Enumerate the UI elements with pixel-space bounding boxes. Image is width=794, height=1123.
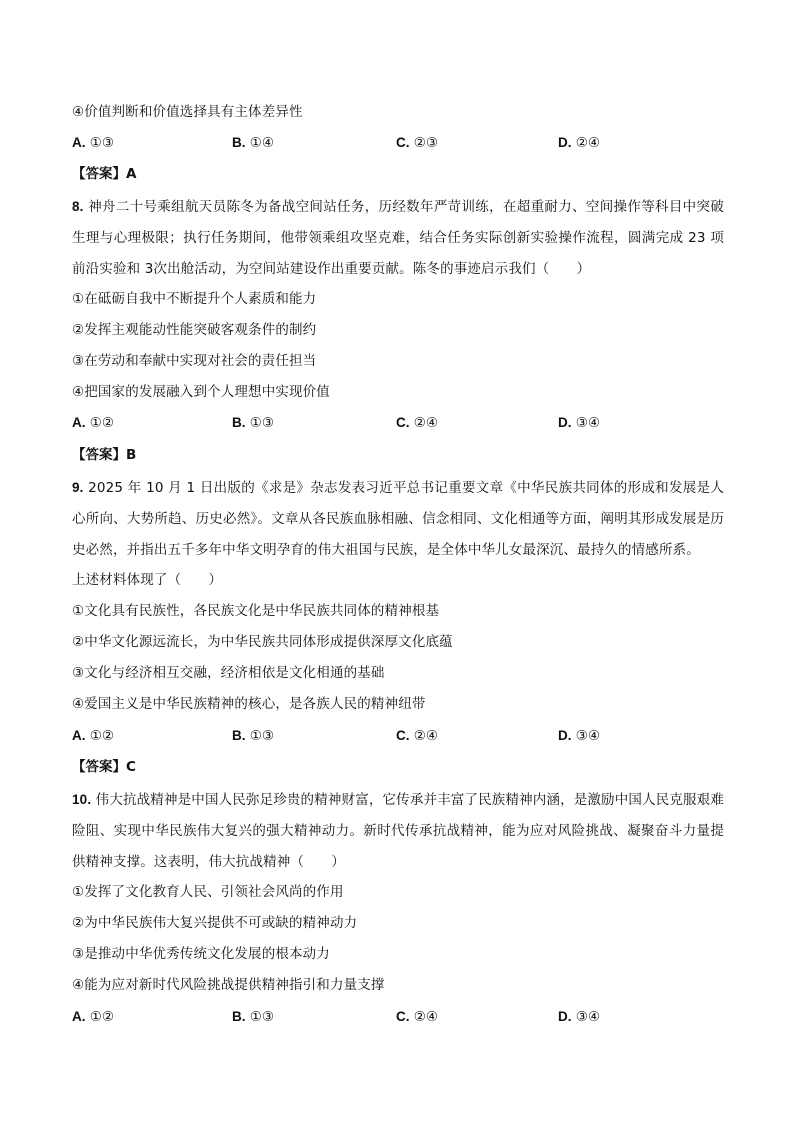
q9-stem-tail: 上述材料体现了（ ） [72, 572, 223, 588]
q10-option-b: B. ①③ [232, 1009, 275, 1025]
q8-item-1: ①在砥砺自我中不断提升个人素质和能力 [72, 291, 317, 307]
q8-answer: 【答案】B [72, 447, 137, 463]
q10-options [72, 1007, 724, 1027]
q8-options [72, 413, 724, 433]
q8-item-4: ④把国家的发展融入到个人理想中实现价值 [72, 384, 330, 400]
q9-options [72, 726, 724, 746]
q9-option-a: A. ①② [72, 728, 115, 744]
q9-stem-text: 2025 年 10 月 1 日出版的《求是》杂志发表习近平总书记重要文章《中华民族共同体的形成和发展是人心所向、大势所趋、历史必然》。文章从各民族血脉相融、信念相同、文化相通等方面，阐明其形成发展是历史必然，并指出五千多年中华文明孕育的伟大祖国与民族，是全体中华儿女最深沉、最持久的情感所系。 [72, 480, 724, 558]
q8-item-3: ③在劳动和奉献中实现对社会的责任担当 [72, 353, 317, 369]
q10-number: 10. [72, 792, 92, 807]
q7-option-c: C. ②③ [396, 135, 439, 151]
q8-stem-text: 神舟二十号乘组航天员陈冬为备战空间站任务，历经数年严苛训练，在超重耐力、空间操作等科目中突破生理与心理极限；执行任务期间，他带领乘组攻坚克难，结合任务实际创新实验操作流程，圆满完成 23 项前沿实验和 3次出舱活动，为空间站建设作出重要贡献。陈冬的事迹启示我们（ ） [72, 199, 724, 277]
q9-option-c: C. ②④ [396, 728, 439, 744]
q10-item-4: ④能为应对新时代风险挑战提供精神指引和力量支撑 [72, 977, 385, 993]
q9-option-d: D. ③④ [558, 728, 601, 744]
q9-item-4: ④爱国主义是中华民族精神的核心，是各族人民的精神纽带 [72, 696, 426, 712]
q9-item-2: ②中华文化源远流长，为中华民族共同体形成提供深厚文化底蕴 [72, 634, 453, 650]
q10-option-d: D. ③④ [558, 1009, 601, 1025]
q8-option-b: B. ①③ [232, 415, 275, 431]
q9-item-1: ①文化具有民族性，各民族文化是中华民族共同体的精神根基 [72, 603, 440, 619]
q10-item-3: ③是推动中华优秀传统文化发展的根本动力 [72, 946, 330, 962]
q9-option-b: B. ①③ [232, 728, 275, 744]
q10-item-1: ①发挥了文化教育人民、引领社会风尚的作用 [72, 884, 344, 900]
q10-stem [72, 784, 724, 878]
q10-stem-text: 伟大抗战精神是中国人民弥足珍贵的精神财富，它传承并丰富了民族精神内涵，是激励中国人民克服艰难险阻、实现中华民族伟大复兴的强大精神动力。新时代传承抗战精神，能为应对风险挑战、凝聚奋斗力量提供精神支撑。这表明，伟大抗战精神（ ） [72, 792, 724, 870]
q8-option-d: D. ③④ [558, 415, 601, 431]
q7-answer: 【答案】A [72, 166, 137, 182]
q10-item-2: ②为中华民族伟大复兴提供不可或缺的精神动力 [72, 915, 358, 931]
q9-item-3: ③文化与经济相互交融，经济相依是文化相通的基础 [72, 665, 385, 681]
q9-number: 9. [72, 480, 84, 495]
q8-item-2: ②发挥主观能动性能突破客观条件的制约 [72, 322, 317, 338]
q9-stem [72, 472, 724, 566]
q8-stem [72, 191, 724, 285]
q7-option-d: D. ②④ [558, 135, 601, 151]
q7-item-4: ④价值判断和价值选择具有主体差异性 [72, 104, 303, 120]
q10-option-c: C. ②④ [396, 1009, 439, 1025]
q8-option-a: A. ①② [72, 415, 115, 431]
q10-option-a: A. ①② [72, 1009, 115, 1025]
q8-number: 8. [72, 199, 84, 214]
q7-options [72, 133, 724, 153]
q9-answer: 【答案】C [72, 759, 136, 775]
q8-option-c: C. ②④ [396, 415, 439, 431]
q7-option-b: B. ①④ [232, 135, 275, 151]
q7-option-a: A. ①③ [72, 135, 115, 151]
